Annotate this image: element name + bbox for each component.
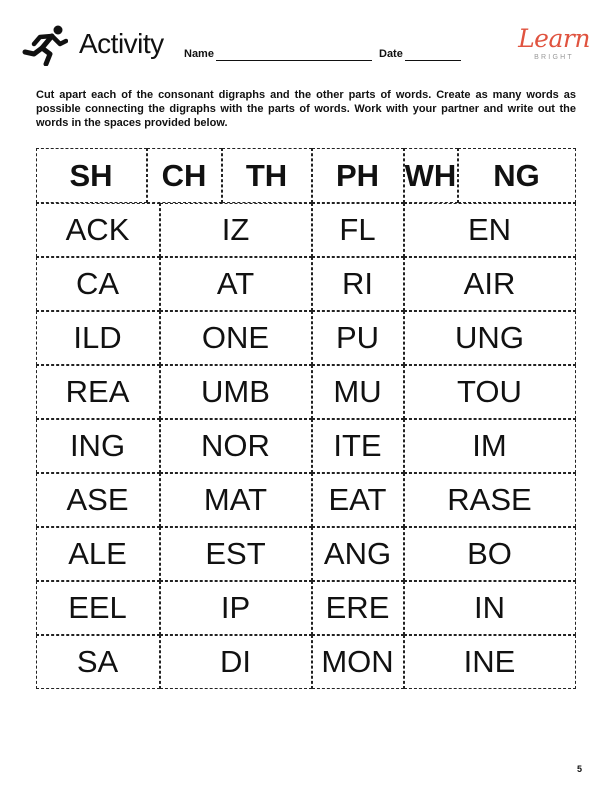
digraph-card: TH	[222, 148, 312, 203]
word-part-card: IN	[404, 581, 576, 635]
word-part-card: AT	[160, 257, 312, 311]
word-part-card: UNG	[404, 311, 576, 365]
digraph-card: PH	[312, 148, 404, 203]
word-part-card: SA	[36, 635, 160, 689]
word-part-card: MON	[312, 635, 404, 689]
word-part-card: ACK	[36, 203, 160, 257]
digraph-card: WH	[404, 148, 458, 203]
word-part-card: IM	[404, 419, 576, 473]
word-part-card: ANG	[312, 527, 404, 581]
word-part-card: AIR	[404, 257, 576, 311]
page-number: 5	[577, 764, 583, 774]
word-part-card: ERE	[312, 581, 404, 635]
word-part-card: IZ	[160, 203, 312, 257]
word-part-card: ALE	[36, 527, 160, 581]
word-part-card: INE	[404, 635, 576, 689]
word-part-card: FL	[312, 203, 404, 257]
digraph-card: SH	[36, 148, 147, 203]
word-part-card: ONE	[160, 311, 312, 365]
word-part-card: REA	[36, 365, 160, 419]
word-part-card: ASE	[36, 473, 160, 527]
word-part-card: CA	[36, 257, 160, 311]
word-part-card: ITE	[312, 419, 404, 473]
logo-subtext: BRIGHT	[534, 54, 574, 61]
word-part-card: EN	[404, 203, 576, 257]
word-part-card: MAT	[160, 473, 312, 527]
logo-word: Learn	[518, 24, 590, 53]
instructions: Cut apart each of the consonant digraphs and the other parts of words. Create as many words as possible connecting the digraphs with the parts of words. Work with your partner and write out the words in the spaces provided below.	[36, 89, 576, 129]
word-part-card: EAT	[312, 473, 404, 527]
word-part-card: EST	[160, 527, 312, 581]
word-part-card: RASE	[404, 473, 576, 527]
word-part-card: UMB	[160, 365, 312, 419]
word-part-card: DI	[160, 635, 312, 689]
word-part-card: BO	[404, 527, 576, 581]
word-part-card: RI	[312, 257, 404, 311]
digraph-card: CH	[147, 148, 222, 203]
word-part-card: ILD	[36, 311, 160, 365]
word-part-card: TOU	[404, 365, 576, 419]
word-part-card: EEL	[36, 581, 160, 635]
word-part-card: ING	[36, 419, 160, 473]
digraph-card: NG	[458, 148, 576, 203]
word-part-card: NOR	[160, 419, 312, 473]
activity-title: Activity	[79, 28, 164, 59]
name-label: Name	[184, 48, 214, 60]
word-part-card: IP	[160, 581, 312, 635]
date-label: Date	[379, 48, 403, 60]
word-part-card: MU	[312, 365, 404, 419]
word-part-card: PU	[312, 311, 404, 365]
